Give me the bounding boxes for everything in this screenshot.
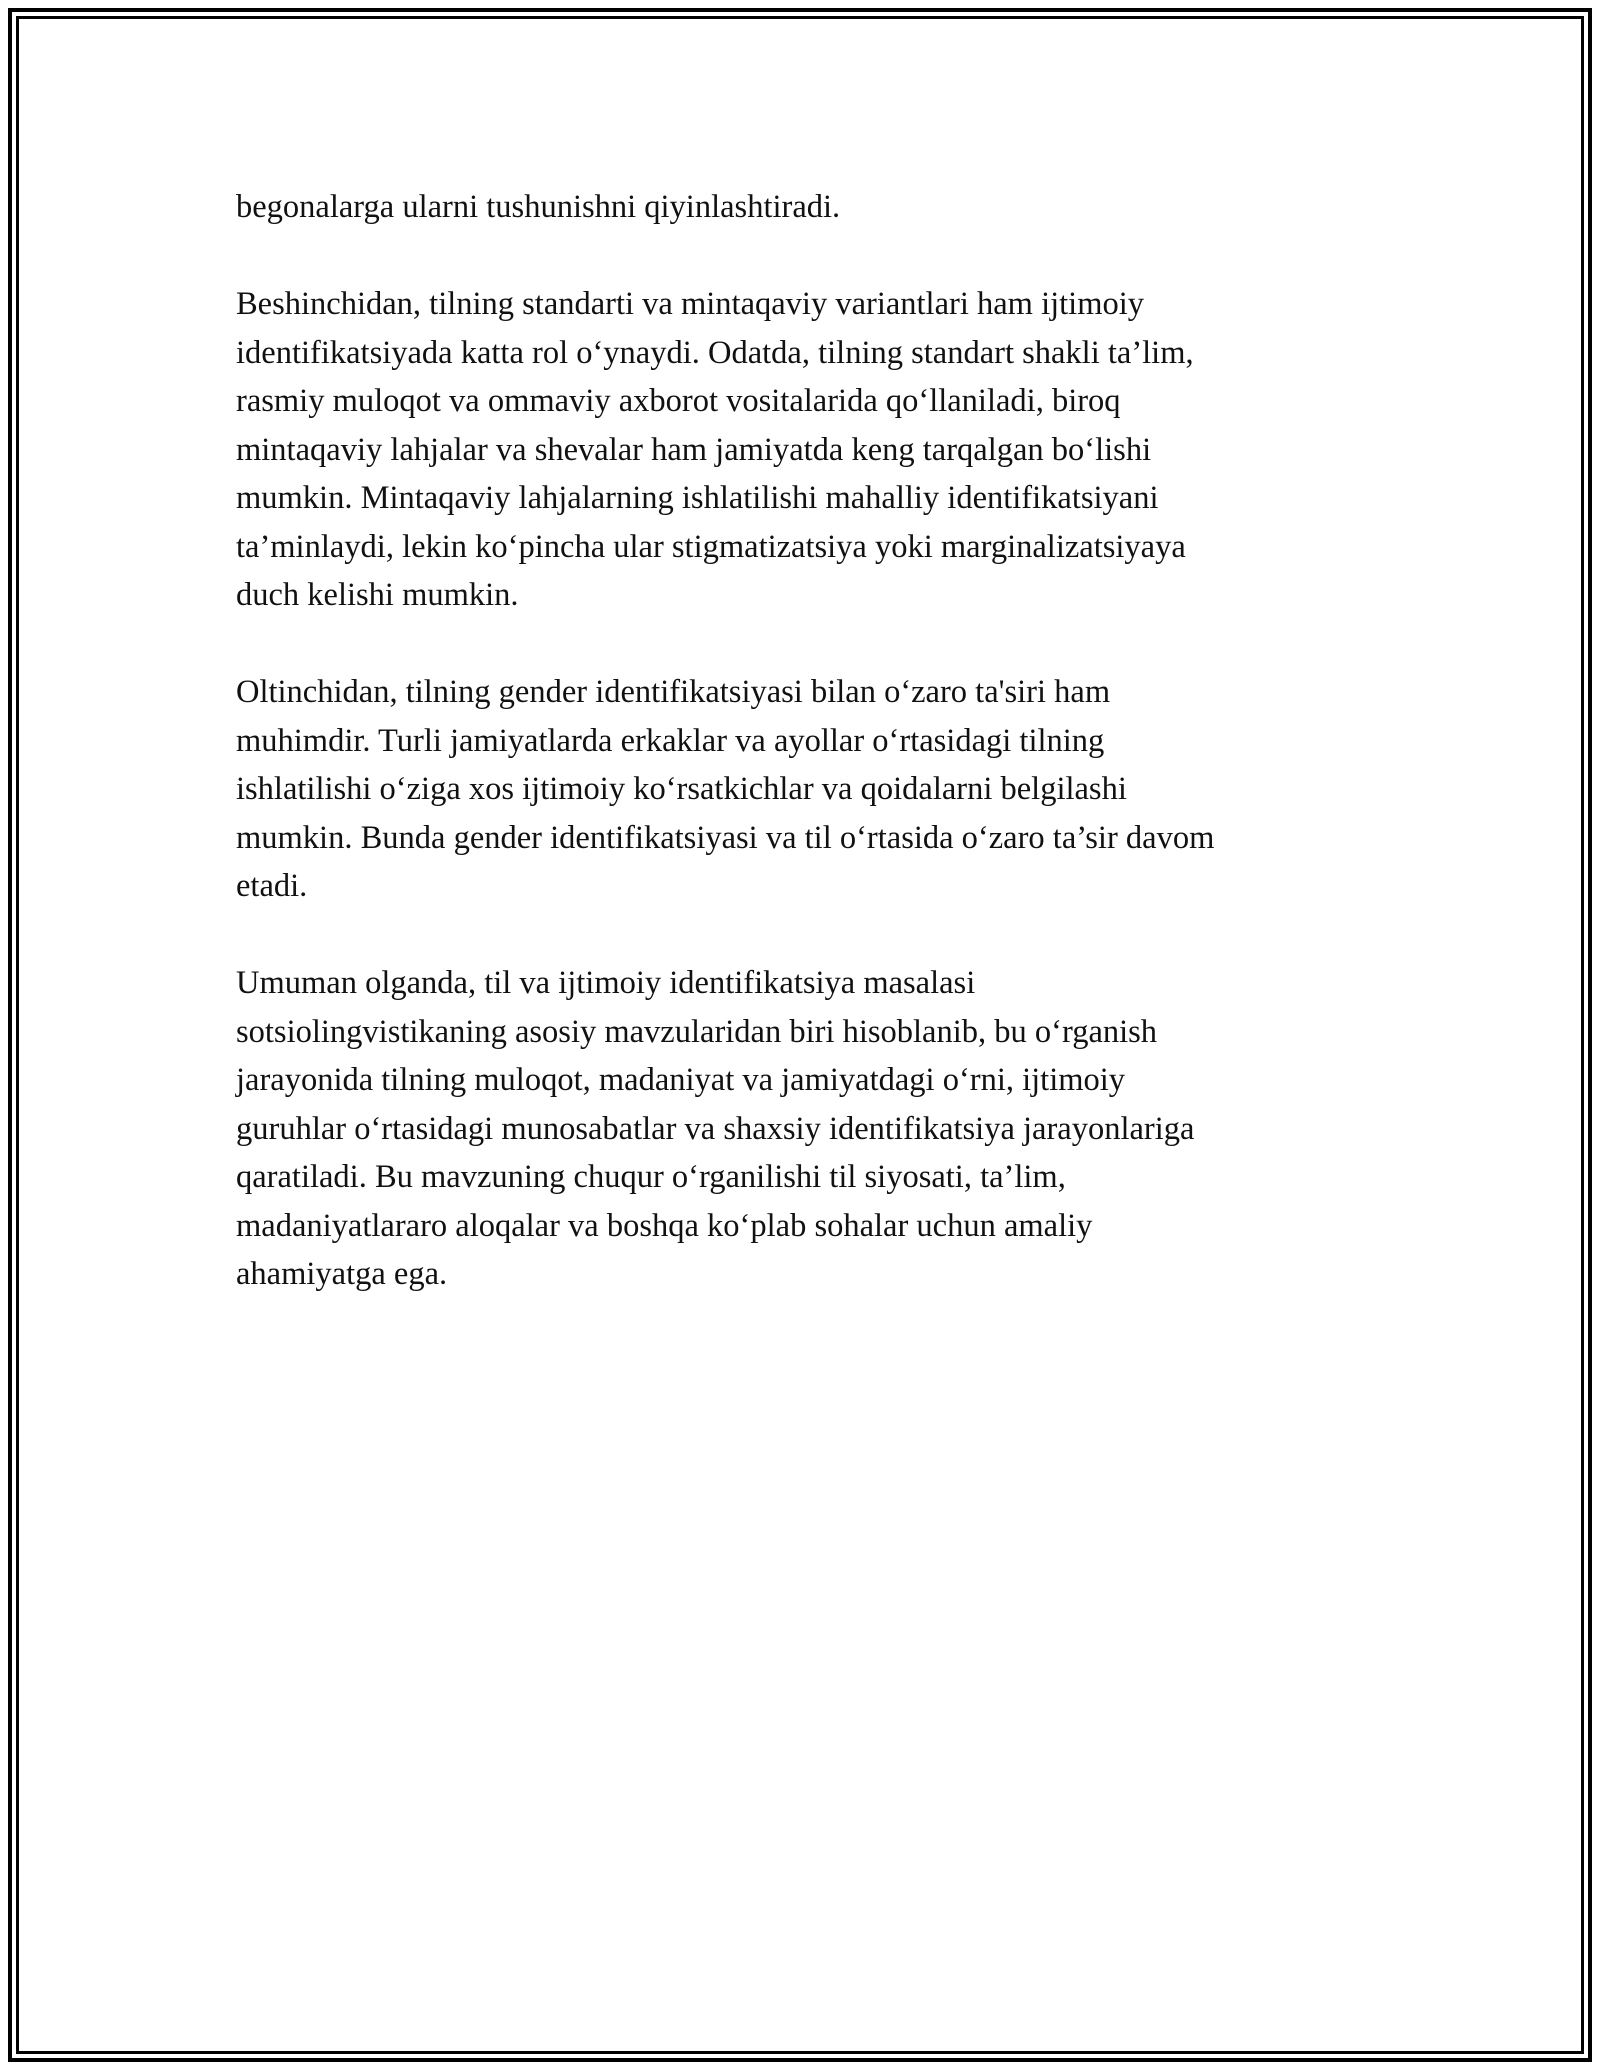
text-line: ishlatilishi o‘ziga xos ijtimoiy ko‘rsatkichlar va qoidalarni belgilashi (236, 771, 1127, 807)
text-line: madaniyatlararo aloqalar va boshqa ko‘plab sohalar uchun amaliy (236, 1207, 1093, 1244)
text-line: guruhlar o‘rtasidagi munosabatlar va shaxsiy identifikatsiya jarayonlariga (236, 1110, 1195, 1147)
paragraph-continuation (236, 183, 1366, 232)
text-line: ta’minlaydi, lekin ko‘pincha ular stigmatizatsiya yoki marginalizatsiyaya (236, 528, 1186, 565)
text-line: Oltinchidan, tilning gender identifikatsiyasi bilan o‘zaro ta'siri ham (236, 674, 1111, 710)
text-line: duch kelishi mumkin. (236, 577, 519, 613)
text-line: muhimdir. Turli jamiyatlarda erkaklar va ayollar o‘rtasidagi tilning (236, 722, 1105, 759)
text-line: Umuman olganda, til va ijtimoiy identifikatsiya masalasi (236, 965, 976, 1001)
text-line: etadi. (236, 868, 308, 904)
text-line: rasmiy muloqot va ommaviy axborot vositalarida qo‘llaniladi, biroq (236, 383, 1121, 419)
text-line: sotsiolingvistikaning asosiy mavzularidan biri hisoblanib, bu o‘rganish (236, 1013, 1158, 1050)
text-line: Beshinchidan, tilning standarti va mintaqaviy variantlari ham ijtimoiy (236, 286, 1145, 322)
text-line: identifikatsiyada katta rol o‘ynaydi. Odatda, tilning standart shakli ta’lim, (236, 334, 1194, 371)
document-body (236, 183, 1366, 1347)
paragraph-conclusion (236, 959, 1366, 1299)
text-line: qaratiladi. Bu mavzuning chuqur o‘rganilishi til siyosati, ta’lim, (236, 1159, 1066, 1195)
paragraph-standard-variants (236, 280, 1366, 620)
paragraph-gender-identity (236, 668, 1366, 911)
text-line: mumkin. Bunda gender identifikatsiyasi va til o‘rtasida o‘zaro ta’sir davom (236, 819, 1215, 856)
text-line: begonalarga ularni tushunishni qiyinlashtiradi. (236, 189, 841, 225)
text-line: mintaqaviy lahjalar va shevalar ham jamiyatda keng tarqalgan bo‘lishi (236, 431, 1152, 468)
text-line: ahamiyatga ega. (236, 1256, 448, 1292)
text-line: mumkin. Mintaqaviy lahjalarning ishlatilishi mahalliy identifikatsiyani (236, 480, 1159, 516)
text-line: jarayonida tilning muloqot, madaniyat va jamiyatdagi o‘rni, ijtimoiy (236, 1062, 1126, 1098)
